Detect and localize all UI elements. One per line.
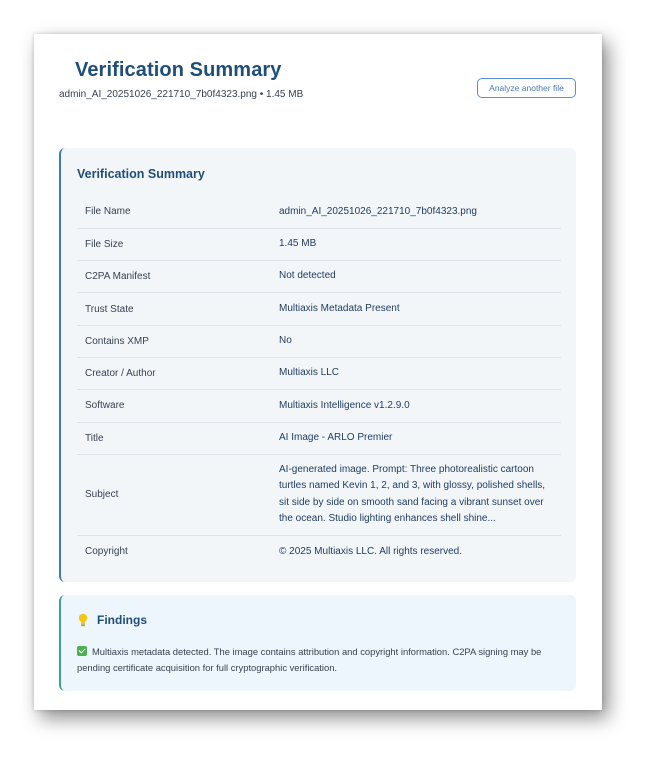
row-label: File Size (77, 228, 279, 260)
table-row (77, 261, 561, 293)
findings-panel (59, 595, 576, 691)
table-row (77, 325, 561, 357)
row-value: Multiaxis Metadata Present (279, 293, 561, 325)
summary-table (77, 196, 561, 568)
row-label: Trust State (77, 293, 279, 325)
check-icon (77, 646, 87, 656)
findings-title (78, 613, 147, 627)
row-label: Creator / Author (77, 357, 279, 389)
file-meta: admin_AI_20251026_221710_7b0f4323.png • 1.45 MB (59, 89, 304, 100)
row-value: Multiaxis LLC (279, 357, 561, 389)
table-row (77, 535, 561, 567)
verification-card (34, 34, 602, 710)
row-value: AI-generated image. Prompt: Three photorealistic cartoon turtles named Kevin 1, 2, and 3, with glossy, polished shells, sit side by side on smooth sand facing a vibrant sunset over the ocean. Studio lighting enhances shell shine... (279, 454, 561, 535)
table-row (77, 422, 561, 454)
row-value: © 2025 Multiaxis LLC. All rights reserved. (279, 545, 463, 557)
lightbulb-icon (78, 613, 88, 627)
row-label: Title (77, 422, 279, 454)
row-label: Copyright (85, 546, 128, 558)
row-value: Not detected (279, 261, 561, 293)
analyze-another-file-button[interactable]: Analyze another file (477, 78, 576, 98)
row-label: Contains XMP (77, 325, 279, 357)
row-value: AI Image - ARLO Premier (279, 422, 561, 454)
row-label: C2PA Manifest (77, 261, 279, 293)
page-title: Verification Summary (75, 59, 282, 81)
row-label: File Name (77, 196, 279, 228)
table-row (77, 390, 561, 422)
table-row (77, 357, 561, 389)
findings-text (77, 644, 561, 676)
row-value: No (279, 325, 561, 357)
findings-title-text: Findings (97, 613, 147, 627)
summary-panel (59, 148, 576, 582)
findings-message: Multiaxis metadata detected. The image contains attribution and copyright information. C2PA signing may be pending certificate acquisition for full cryptographic verification. (77, 646, 542, 673)
summary-panel-title: Verification Summary (77, 167, 205, 181)
table-row (77, 228, 561, 260)
row-label: Subject (77, 454, 279, 535)
table-row (77, 196, 561, 228)
table-row (77, 293, 561, 325)
row-label: Software (77, 390, 279, 422)
row-value: admin_AI_20251026_221710_7b0f4323.png (279, 196, 561, 228)
row-value: 1.45 MB (279, 228, 561, 260)
table-row (77, 454, 561, 535)
row-value: Multiaxis Intelligence v1.2.9.0 (279, 390, 561, 422)
